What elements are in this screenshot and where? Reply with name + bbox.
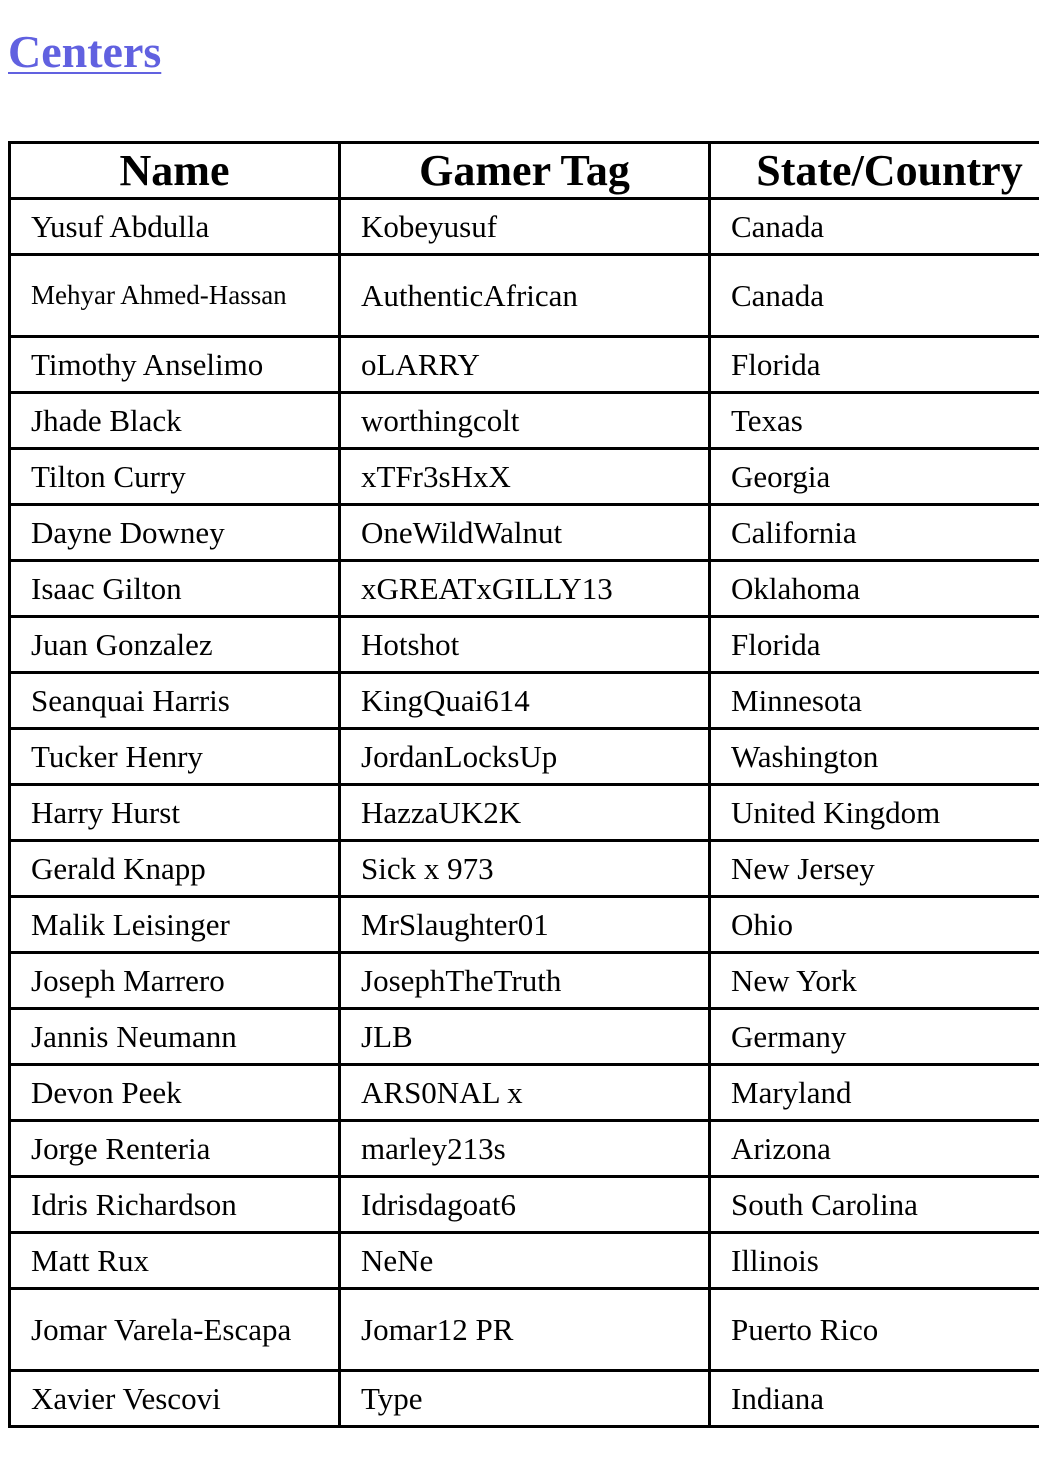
gamer-tag-cell: Idrisdagoat6 (340, 1177, 710, 1233)
player-name-cell: Joseph Marrero (10, 953, 340, 1009)
table-row (10, 673, 1039, 729)
table-row (10, 1233, 1039, 1289)
table-row (10, 897, 1039, 953)
roster-table (8, 141, 1039, 1428)
location-cell: Florida (710, 617, 1039, 673)
gamer-tag-cell: oLARRY (340, 337, 710, 393)
location-cell: Washington (710, 729, 1039, 785)
gamer-tag-cell: marley213s (340, 1121, 710, 1177)
gamer-tag-cell: Kobeyusuf (340, 199, 710, 255)
location-cell: Canada (710, 199, 1039, 255)
table-row (10, 337, 1039, 393)
table-row (10, 1121, 1039, 1177)
player-name-cell: Malik Leisinger (10, 897, 340, 953)
player-name-cell: Tucker Henry (10, 729, 340, 785)
location-cell: Germany (710, 1009, 1039, 1065)
player-name-cell: Mehyar Ahmed-Hassan (10, 255, 340, 337)
gamer-tag-cell: JordanLocksUp (340, 729, 710, 785)
player-name-cell: Gerald Knapp (10, 841, 340, 897)
table-row (10, 393, 1039, 449)
gamer-tag-cell: Hotshot (340, 617, 710, 673)
location-cell: Florida (710, 337, 1039, 393)
gamer-tag-cell: MrSlaughter01 (340, 897, 710, 953)
gamer-tag-cell: xGREATxGILLY13 (340, 561, 710, 617)
player-name-cell: Yusuf Abdulla (10, 199, 340, 255)
player-name-cell: Matt Rux (10, 1233, 340, 1289)
gamer-tag-cell: HazzaUK2K (340, 785, 710, 841)
gamer-tag-cell: xTFr3sHxX (340, 449, 710, 505)
header-row (10, 143, 1039, 199)
table-row (10, 617, 1039, 673)
table-row (10, 505, 1039, 561)
centers-heading-link[interactable]: Centers (8, 26, 162, 77)
player-name-cell: Timothy Anselimo (10, 337, 340, 393)
location-cell: Texas (710, 393, 1039, 449)
gamer-tag-cell: Type (340, 1371, 710, 1427)
player-name-cell: Idris Richardson (10, 1177, 340, 1233)
table-row (10, 1065, 1039, 1121)
player-name-cell: Juan Gonzalez (10, 617, 340, 673)
player-name-cell: Devon Peek (10, 1065, 340, 1121)
gamer-tag-cell: Jomar12 PR (340, 1289, 710, 1371)
gamer-tag-cell: Sick x 973 (340, 841, 710, 897)
column-header-state-country: State/Country (710, 143, 1039, 199)
table-row (10, 1289, 1039, 1371)
table-row (10, 785, 1039, 841)
table-row (10, 449, 1039, 505)
player-name-cell: Harry Hurst (10, 785, 340, 841)
location-cell: United Kingdom (710, 785, 1039, 841)
column-header-gamer-tag: Gamer Tag (340, 143, 710, 199)
location-cell: Indiana (710, 1371, 1039, 1427)
location-cell: Maryland (710, 1065, 1039, 1121)
gamer-tag-cell: worthingcolt (340, 393, 710, 449)
player-name-cell: Jomar Varela-Escapa (10, 1289, 340, 1371)
table-row (10, 841, 1039, 897)
location-cell: Georgia (710, 449, 1039, 505)
table-row (10, 1371, 1039, 1427)
column-header-name: Name (10, 143, 340, 199)
location-cell: South Carolina (710, 1177, 1039, 1233)
location-cell: Oklahoma (710, 561, 1039, 617)
location-cell: New York (710, 953, 1039, 1009)
location-cell: Arizona (710, 1121, 1039, 1177)
location-cell: Canada (710, 255, 1039, 337)
gamer-tag-cell: AuthenticAfrican (340, 255, 710, 337)
gamer-tag-cell: KingQuai614 (340, 673, 710, 729)
player-name-cell: Jannis Neumann (10, 1009, 340, 1065)
player-name-cell: Xavier Vescovi (10, 1371, 340, 1427)
gamer-tag-cell: JLB (340, 1009, 710, 1065)
table-row (10, 561, 1039, 617)
table-row (10, 729, 1039, 785)
player-name-cell: Isaac Gilton (10, 561, 340, 617)
location-cell: Puerto Rico (710, 1289, 1039, 1371)
gamer-tag-cell: OneWildWalnut (340, 505, 710, 561)
table-row (10, 199, 1039, 255)
table-row (10, 1177, 1039, 1233)
location-cell: Illinois (710, 1233, 1039, 1289)
player-name-cell: Jhade Black (10, 393, 340, 449)
location-cell: Minnesota (710, 673, 1039, 729)
table-row (10, 953, 1039, 1009)
player-name-cell: Seanquai Harris (10, 673, 340, 729)
player-name-cell: Tilton Curry (10, 449, 340, 505)
player-name-cell: Jorge Renteria (10, 1121, 340, 1177)
table-row (10, 255, 1039, 337)
gamer-tag-cell: NeNe (340, 1233, 710, 1289)
location-cell: Ohio (710, 897, 1039, 953)
table-row (10, 1009, 1039, 1065)
player-name-cell: Dayne Downey (10, 505, 340, 561)
gamer-tag-cell: ARS0NAL x (340, 1065, 710, 1121)
location-cell: California (710, 505, 1039, 561)
location-cell: New Jersey (710, 841, 1039, 897)
gamer-tag-cell: JosephTheTruth (340, 953, 710, 1009)
